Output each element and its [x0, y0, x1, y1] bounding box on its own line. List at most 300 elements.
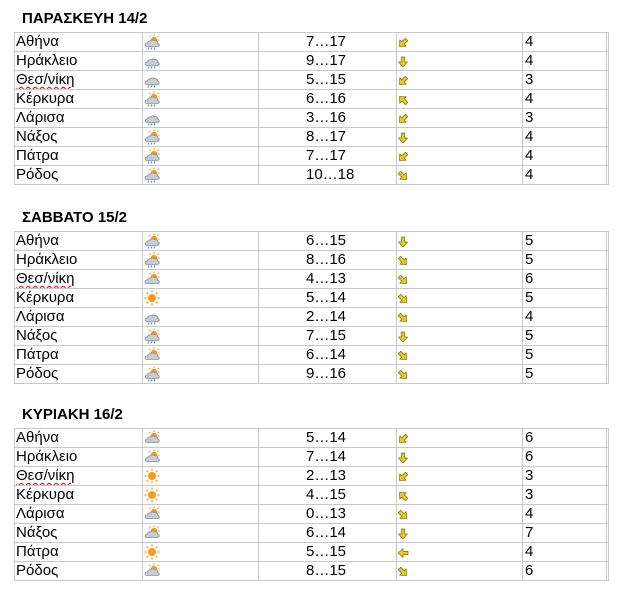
- city-name: Πάτρα: [16, 346, 59, 363]
- wind-force-cell: [523, 505, 607, 524]
- city-name: Ηράκλειο: [16, 448, 78, 465]
- wind-force-cell: [523, 346, 607, 365]
- temperature-range: 7…14: [306, 448, 347, 465]
- wind-direction-cell: [397, 308, 523, 327]
- weather-cell: [143, 270, 259, 289]
- city-name: Αθήνα: [16, 429, 59, 446]
- wind-force-value: 4: [525, 33, 534, 50]
- city-cell: [15, 365, 143, 384]
- temperature-range: 3…16: [306, 109, 347, 126]
- temperature-cell: [259, 109, 397, 128]
- wind-force-value: 5: [525, 327, 534, 344]
- clipped-column-cell: [607, 33, 609, 52]
- table-row: [15, 232, 609, 251]
- temperature-cell: [259, 166, 397, 185]
- partly-cloudy-icon: [144, 347, 160, 363]
- clipped-column-cell: [607, 448, 609, 467]
- clipped-arrow-icon: [608, 39, 609, 44]
- wind-force-value: 5: [525, 251, 534, 268]
- clipped-arrow-icon: [608, 257, 609, 262]
- wind-force-value: 6: [525, 270, 534, 287]
- city-cell: [15, 166, 143, 185]
- city-cell: [15, 327, 143, 346]
- city-name: Λάρισα: [16, 505, 65, 522]
- arrow-down-right-icon: [397, 273, 409, 285]
- clipped-column-cell: [607, 429, 609, 448]
- weather-cell: [143, 365, 259, 384]
- partly-cloudy-rain-icon: [144, 91, 160, 107]
- clipped-arrow-icon: [608, 115, 609, 120]
- weather-cell: [143, 486, 259, 505]
- arrow-down-left-icon: [397, 112, 409, 124]
- wind-force-cell: [523, 289, 607, 308]
- table-row: [15, 524, 609, 543]
- clipped-arrow-icon: [608, 96, 609, 101]
- clipped-column-cell: [607, 109, 609, 128]
- temperature-cell: [259, 128, 397, 147]
- temperature-cell: [259, 251, 397, 270]
- wind-direction-cell: [397, 232, 523, 251]
- arrow-down-left-icon: [397, 74, 409, 86]
- arrow-down-icon: [397, 451, 409, 463]
- temperature-cell: [259, 365, 397, 384]
- wind-force-value: 5: [525, 365, 534, 382]
- clipped-arrow-icon: [608, 454, 609, 459]
- temperature-cell: [259, 346, 397, 365]
- wind-direction-cell: [397, 71, 523, 90]
- temperature-range: 0…13: [306, 505, 347, 522]
- temperature-range: 8…15: [306, 562, 347, 579]
- cloudy-rain-icon: [144, 72, 160, 88]
- arrow-left-icon: [397, 546, 409, 558]
- wind-direction-cell: [397, 128, 523, 147]
- temperature-cell: [259, 232, 397, 251]
- city-name: Κέρκυρα: [16, 289, 75, 306]
- clipped-arrow-icon: [608, 238, 609, 243]
- city-name: Θεσ/νίκη: [16, 467, 75, 484]
- partly-cloudy-icon: [144, 525, 160, 541]
- weather-cell: [143, 232, 259, 251]
- temperature-range: 8…16: [306, 251, 347, 268]
- wind-force-cell: [523, 128, 607, 147]
- weather-cell: [143, 109, 259, 128]
- city-cell: [15, 71, 143, 90]
- cloudy-rain-icon: [144, 110, 160, 126]
- sunny-icon: [144, 468, 160, 484]
- clipped-arrow-icon: [608, 58, 609, 63]
- wind-direction-cell: [397, 109, 523, 128]
- temperature-range: 6…15: [306, 232, 347, 249]
- temperature-cell: [259, 270, 397, 289]
- table-row: [15, 365, 609, 384]
- city-name: Λάρισα: [16, 308, 65, 325]
- table-row: [15, 448, 609, 467]
- weather-cell: [143, 251, 259, 270]
- day-title: ΣΑΒΒΑΤΟ 15/2: [22, 209, 128, 226]
- clipped-column-cell: [607, 505, 609, 524]
- sunny-icon: [144, 487, 160, 503]
- temperature-range: 2…14: [306, 308, 347, 325]
- clipped-column-cell: [607, 166, 609, 185]
- temperature-range: 9…16: [306, 365, 347, 382]
- city-name: Ρόδος: [16, 365, 59, 382]
- table-row: [15, 128, 609, 147]
- temperature-range: 10…18: [306, 166, 355, 183]
- table-row: [15, 486, 609, 505]
- wind-force-cell: [523, 486, 607, 505]
- city-cell: [15, 147, 143, 166]
- forecast-table: [14, 428, 609, 581]
- city-name: Νάξος: [16, 524, 58, 541]
- temperature-cell: [259, 543, 397, 562]
- city-name: Νάξος: [16, 128, 58, 145]
- table-row: [15, 33, 609, 52]
- wind-direction-cell: [397, 448, 523, 467]
- forecast-table: [14, 231, 609, 384]
- day-title: ΠΑΡΑΣΚΕΥΗ 14/2: [22, 10, 148, 27]
- arrow-down-left-icon: [397, 36, 409, 48]
- arrow-down-left-icon: [397, 470, 409, 482]
- city-cell: [15, 232, 143, 251]
- wind-direction-cell: [397, 52, 523, 71]
- city-name: Λάρισα: [16, 109, 65, 126]
- wind-direction-cell: [397, 147, 523, 166]
- city-cell: [15, 251, 143, 270]
- weather-cell: [143, 448, 259, 467]
- wind-force-cell: [523, 166, 607, 185]
- wind-force-cell: [523, 327, 607, 346]
- city-name: Αθήνα: [16, 33, 59, 50]
- temperature-range: 7…17: [306, 33, 347, 50]
- city-cell: [15, 52, 143, 71]
- temperature-cell: [259, 289, 397, 308]
- wind-direction-cell: [397, 486, 523, 505]
- city-name: Πάτρα: [16, 147, 59, 164]
- arrow-down-right-icon: [397, 508, 409, 520]
- table-row: [15, 327, 609, 346]
- clipped-column-cell: [607, 467, 609, 486]
- city-cell: [15, 429, 143, 448]
- city-cell: [15, 33, 143, 52]
- wind-force-cell: [523, 232, 607, 251]
- temperature-range: 6…14: [306, 524, 347, 541]
- clipped-arrow-icon: [608, 153, 609, 158]
- arrow-up-left-icon: [397, 93, 409, 105]
- wind-direction-cell: [397, 543, 523, 562]
- partly-cloudy-icon: [144, 506, 160, 522]
- forecast-table: [14, 32, 609, 185]
- clipped-arrow-icon: [608, 371, 609, 376]
- wind-direction-cell: [397, 90, 523, 109]
- clipped-column-cell: [607, 90, 609, 109]
- city-cell: [15, 505, 143, 524]
- clipped-column-cell: [607, 308, 609, 327]
- wind-direction-cell: [397, 251, 523, 270]
- clipped-arrow-icon: [608, 568, 609, 573]
- wind-force-value: 4: [525, 505, 534, 522]
- temperature-cell: [259, 505, 397, 524]
- temperature-range: 5…14: [306, 429, 347, 446]
- temperature-range: 8…17: [306, 128, 347, 145]
- weather-cell: [143, 543, 259, 562]
- wind-direction-cell: [397, 327, 523, 346]
- wind-force-value: 4: [525, 128, 534, 145]
- wind-force-cell: [523, 90, 607, 109]
- city-cell: [15, 109, 143, 128]
- temperature-range: 5…15: [306, 543, 347, 560]
- wind-direction-cell: [397, 166, 523, 185]
- city-name: Ρόδος: [16, 562, 59, 579]
- city-cell: [15, 524, 143, 543]
- clipped-arrow-icon: [608, 473, 609, 478]
- table-row: [15, 505, 609, 524]
- wind-force-value: 4: [525, 90, 534, 107]
- city-cell: [15, 270, 143, 289]
- wind-force-cell: [523, 429, 607, 448]
- city-cell: [15, 448, 143, 467]
- city-name: Θεσ/νίκη: [16, 270, 75, 287]
- temperature-range: 9…17: [306, 52, 347, 69]
- table-row: [15, 346, 609, 365]
- city-cell: [15, 486, 143, 505]
- wind-force-value: 5: [525, 232, 534, 249]
- temperature-cell: [259, 448, 397, 467]
- weather-cell: [143, 128, 259, 147]
- weather-cell: [143, 147, 259, 166]
- wind-force-value: 7: [525, 524, 534, 541]
- table-row: [15, 166, 609, 185]
- temperature-cell: [259, 147, 397, 166]
- wind-direction-cell: [397, 467, 523, 486]
- city-name: Κέρκυρα: [16, 486, 75, 503]
- clipped-column-cell: [607, 232, 609, 251]
- arrow-down-icon: [397, 131, 409, 143]
- temperature-range: 5…14: [306, 289, 347, 306]
- partly-cloudy-rain-icon: [144, 233, 160, 249]
- arrow-down-right-icon: [397, 169, 409, 181]
- temperature-cell: [259, 71, 397, 90]
- wind-force-value: 4: [525, 308, 534, 325]
- wind-force-cell: [523, 33, 607, 52]
- table-row: [15, 52, 609, 71]
- wind-force-value: 6: [525, 562, 534, 579]
- temperature-cell: [259, 33, 397, 52]
- arrow-up-left-icon: [397, 489, 409, 501]
- clipped-arrow-icon: [608, 314, 609, 319]
- arrow-down-left-icon: [397, 150, 409, 162]
- weather-cell: [143, 467, 259, 486]
- sunny-icon: [144, 544, 160, 560]
- temperature-cell: [259, 52, 397, 71]
- wind-force-value: 3: [525, 486, 534, 503]
- arrow-down-right-icon: [397, 254, 409, 266]
- table-row: [15, 147, 609, 166]
- wind-force-cell: [523, 147, 607, 166]
- weather-cell: [143, 346, 259, 365]
- wind-direction-cell: [397, 365, 523, 384]
- temperature-cell: [259, 308, 397, 327]
- temperature-range: 7…15: [306, 327, 347, 344]
- city-cell: [15, 562, 143, 581]
- clipped-arrow-icon: [608, 530, 609, 535]
- clipped-arrow-icon: [608, 492, 609, 497]
- wind-direction-cell: [397, 524, 523, 543]
- clipped-arrow-icon: [608, 276, 609, 281]
- weather-cell: [143, 524, 259, 543]
- table-row: [15, 71, 609, 90]
- weather-cell: [143, 33, 259, 52]
- clipped-arrow-icon: [608, 511, 609, 516]
- wind-direction-cell: [397, 505, 523, 524]
- wind-force-value: 4: [525, 543, 534, 560]
- temperature-cell: [259, 327, 397, 346]
- partly-cloudy-rain-icon: [144, 366, 160, 382]
- wind-force-cell: [523, 543, 607, 562]
- city-cell: [15, 346, 143, 365]
- temperature-cell: [259, 467, 397, 486]
- wind-force-cell: [523, 467, 607, 486]
- clipped-arrow-icon: [608, 172, 609, 177]
- clipped-column-cell: [607, 524, 609, 543]
- wind-force-value: 3: [525, 467, 534, 484]
- wind-direction-cell: [397, 270, 523, 289]
- city-cell: [15, 289, 143, 308]
- city-cell: [15, 128, 143, 147]
- wind-force-value: 6: [525, 429, 534, 446]
- wind-force-cell: [523, 562, 607, 581]
- clipped-arrow-icon: [608, 333, 609, 338]
- wind-direction-cell: [397, 289, 523, 308]
- table-row: [15, 543, 609, 562]
- temperature-range: 6…14: [306, 346, 347, 363]
- partly-cloudy-rain-icon: [144, 129, 160, 145]
- weather-cell: [143, 90, 259, 109]
- temperature-range: 6…16: [306, 90, 347, 107]
- wind-direction-cell: [397, 33, 523, 52]
- arrow-down-icon: [397, 55, 409, 67]
- arrow-down-icon: [397, 527, 409, 539]
- weather-cell: [143, 52, 259, 71]
- weather-cell: [143, 71, 259, 90]
- partly-cloudy-icon: [144, 271, 160, 287]
- arrow-down-icon: [397, 330, 409, 342]
- partly-cloudy-rain-icon: [144, 34, 160, 50]
- partly-cloudy-icon: [144, 563, 160, 579]
- wind-force-value: 3: [525, 71, 534, 88]
- partly-cloudy-icon: [144, 430, 160, 446]
- city-cell: [15, 90, 143, 109]
- clipped-arrow-icon: [608, 435, 609, 440]
- weather-cell: [143, 308, 259, 327]
- wind-force-value: 6: [525, 448, 534, 465]
- clipped-column-cell: [607, 486, 609, 505]
- wind-force-cell: [523, 52, 607, 71]
- temperature-cell: [259, 90, 397, 109]
- wind-force-value: 3: [525, 109, 534, 126]
- partly-cloudy-rain-icon: [144, 252, 160, 268]
- table-row: [15, 270, 609, 289]
- table-row: [15, 562, 609, 581]
- city-name: Πάτρα: [16, 543, 59, 560]
- wind-force-value: 4: [525, 147, 534, 164]
- temperature-range: 4…15: [306, 486, 347, 503]
- city-cell: [15, 543, 143, 562]
- city-name: Κέρκυρα: [16, 90, 75, 107]
- city-name: Αθήνα: [16, 232, 59, 249]
- wind-force-cell: [523, 308, 607, 327]
- clipped-arrow-icon: [608, 134, 609, 139]
- clipped-column-cell: [607, 346, 609, 365]
- weather-cell: [143, 289, 259, 308]
- clipped-arrow-icon: [608, 352, 609, 357]
- temperature-range: 7…17: [306, 147, 347, 164]
- temperature-range: 2…13: [306, 467, 347, 484]
- city-name: Ηράκλειο: [16, 251, 78, 268]
- wind-force-cell: [523, 270, 607, 289]
- clipped-column-cell: [607, 543, 609, 562]
- clipped-column-cell: [607, 52, 609, 71]
- weather-cell: [143, 562, 259, 581]
- table-row: [15, 308, 609, 327]
- wind-force-value: 4: [525, 52, 534, 69]
- temperature-cell: [259, 562, 397, 581]
- clipped-column-cell: [607, 562, 609, 581]
- table-row: [15, 289, 609, 308]
- cloudy-rain-icon: [144, 309, 160, 325]
- clipped-arrow-icon: [608, 77, 609, 82]
- city-name: Ηράκλειο: [16, 52, 78, 69]
- temperature-cell: [259, 486, 397, 505]
- wind-direction-cell: [397, 562, 523, 581]
- wind-force-cell: [523, 71, 607, 90]
- arrow-down-right-icon: [397, 565, 409, 577]
- temperature-range: 5…15: [306, 71, 347, 88]
- sunny-icon: [144, 290, 160, 306]
- arrow-down-right-icon: [397, 349, 409, 361]
- wind-force-value: 4: [525, 166, 534, 183]
- clipped-arrow-icon: [608, 549, 609, 554]
- partly-cloudy-rain-icon: [144, 148, 160, 164]
- partly-cloudy-icon: [144, 449, 160, 465]
- city-name: Νάξος: [16, 327, 58, 344]
- table-row: [15, 109, 609, 128]
- arrow-down-left-icon: [397, 432, 409, 444]
- clipped-column-cell: [607, 327, 609, 346]
- weather-cell: [143, 166, 259, 185]
- weather-cell: [143, 429, 259, 448]
- day-title: ΚΥΡΙΑΚΗ 16/2: [22, 406, 123, 423]
- temperature-cell: [259, 429, 397, 448]
- clipped-column-cell: [607, 147, 609, 166]
- clipped-column-cell: [607, 365, 609, 384]
- wind-direction-cell: [397, 429, 523, 448]
- city-cell: [15, 308, 143, 327]
- city-name: Θεσ/νίκη: [16, 71, 75, 88]
- arrow-down-right-icon: [397, 311, 409, 323]
- arrow-down-icon: [397, 235, 409, 247]
- clipped-column-cell: [607, 71, 609, 90]
- clipped-column-cell: [607, 128, 609, 147]
- cloudy-rain-icon: [144, 53, 160, 69]
- wind-force-cell: [523, 109, 607, 128]
- partly-cloudy-rain-icon: [144, 328, 160, 344]
- wind-force-cell: [523, 365, 607, 384]
- wind-force-cell: [523, 448, 607, 467]
- weather-cell: [143, 327, 259, 346]
- temperature-range: 4…13: [306, 270, 347, 287]
- wind-force-cell: [523, 524, 607, 543]
- wind-force-value: 5: [525, 346, 534, 363]
